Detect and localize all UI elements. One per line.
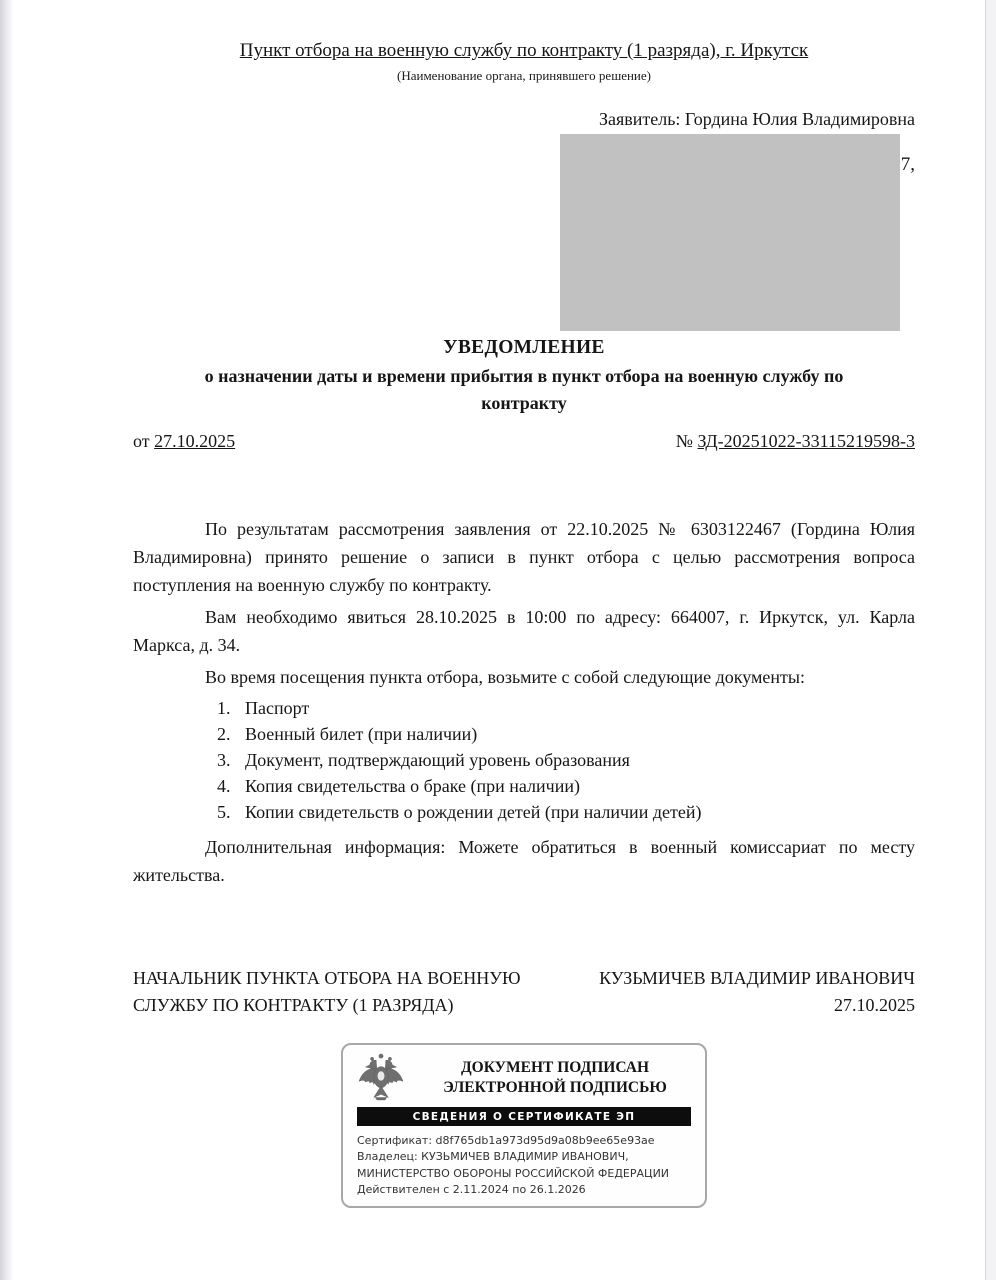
redacted-overflow-text: 7,	[900, 154, 915, 175]
list-item: 2. Военный билет (при наличии)	[235, 721, 915, 747]
certificate-owner: Владелец: КУЗЬМИЧЕВ ВЛАДИМИР ИВАНОВИЧ, МИНИСТЕРСТВО ОБОРОНЫ РОССИЙСКОЙ ФЕДЕРАЦИИ	[357, 1150, 670, 1180]
applicant-line: Заявитель: Гордина Юлия Владимировна	[598, 109, 915, 129]
document-title: УВЕДОМЛЕНИЕ	[443, 337, 605, 358]
list-item: 5. Копии свидетельств о рождении детей (при наличии детей)	[235, 799, 915, 825]
stamp-certificate-bar: СВЕДЕНИЯ О СЕРТИФИКАТЕ ЭП	[357, 1107, 691, 1126]
redaction-box	[560, 134, 900, 331]
document-subtitle: о назначении даты и времени прибытия в пункт отбора на военную службу по контракту	[204, 366, 844, 413]
document-number	[676, 429, 915, 453]
stamp-header	[353, 1050, 695, 1104]
stamp-title-line1: ДОКУМЕНТ ПОДПИСАН	[460, 1058, 650, 1076]
document-date	[133, 429, 235, 453]
paragraph-documents-intro: Во время посещения пункта отбора, возьмите с собой следующие документы:	[205, 667, 806, 687]
certificate-validity: Действителен с 2.11.2024 по 26.1.2026	[357, 1182, 586, 1196]
stamp-certificate-info	[353, 1133, 695, 1198]
signer-position: НАЧАЛЬНИК ПУНКТА ОТБОРА НА ВОЕННУЮ СЛУЖБУ ПО КОНТРАКТУ (1 РАЗРЯДА)	[133, 968, 521, 1015]
org-header-text: Пункт отбора на военную службу по контракту (1 разряда), г. Иркутск	[239, 40, 809, 61]
left-page-edge	[0, 0, 14, 1280]
list-item: 4. Копия свидетельства о браке (при наличии)	[235, 773, 915, 799]
redacted-address-row	[133, 134, 915, 331]
list-item: 1. Паспорт	[235, 695, 915, 721]
certificate-number: Сертификат: d8f765db1a973d95d9a08b9ee65e93ae	[357, 1134, 655, 1147]
right-page-edge	[985, 0, 996, 1280]
stamp-title	[417, 1058, 693, 1099]
date-value: 27.10.2025	[154, 431, 236, 451]
date-label: от	[133, 431, 150, 451]
documents-list	[133, 695, 915, 825]
number-value: ЗД-20251022-33115219598-3	[697, 431, 915, 451]
stamp-title-line2: ЭЛЕКТРОННОЙ ПОДПИСЬЮ	[443, 1079, 667, 1096]
document-content	[133, 38, 915, 1208]
electronic-signature-stamp	[341, 1043, 707, 1208]
signer-name-date	[523, 965, 915, 1019]
date-number-row	[133, 429, 915, 453]
signature-block	[133, 965, 915, 1019]
signature-date: 27.10.2025	[834, 995, 915, 1015]
org-caption: (Наименование органа, принявшего решение)	[397, 68, 651, 83]
paragraph-visit: Вам необходимо явиться 28.10.2025 в 10:00 по адресу: 664007, г. Иркутск, ул. Карла Маркса, д. 34.	[133, 607, 915, 655]
list-item: 3. Документ, подтверждающий уровень образования	[235, 747, 915, 773]
paragraph-results: По результатам рассмотрения заявления от 22.10.2025 № 6303122467 (Гордина Юлия Владимировна) принято решение о записи в пункт отбора с целью рассмотрения вопроса поступления на военную службу по контракту.	[133, 519, 915, 595]
number-label: №	[675, 431, 693, 451]
org-header	[133, 38, 915, 64]
russian-coat-of-arms-icon	[355, 1052, 407, 1104]
signer-name: КУЗЬМИЧЕВ ВЛАДИМИР ИВАНОВИЧ	[599, 968, 915, 988]
paragraph-additional-info: Дополнительная информация: Можете обратиться в военный комиссариат по месту жительства.	[133, 837, 915, 885]
